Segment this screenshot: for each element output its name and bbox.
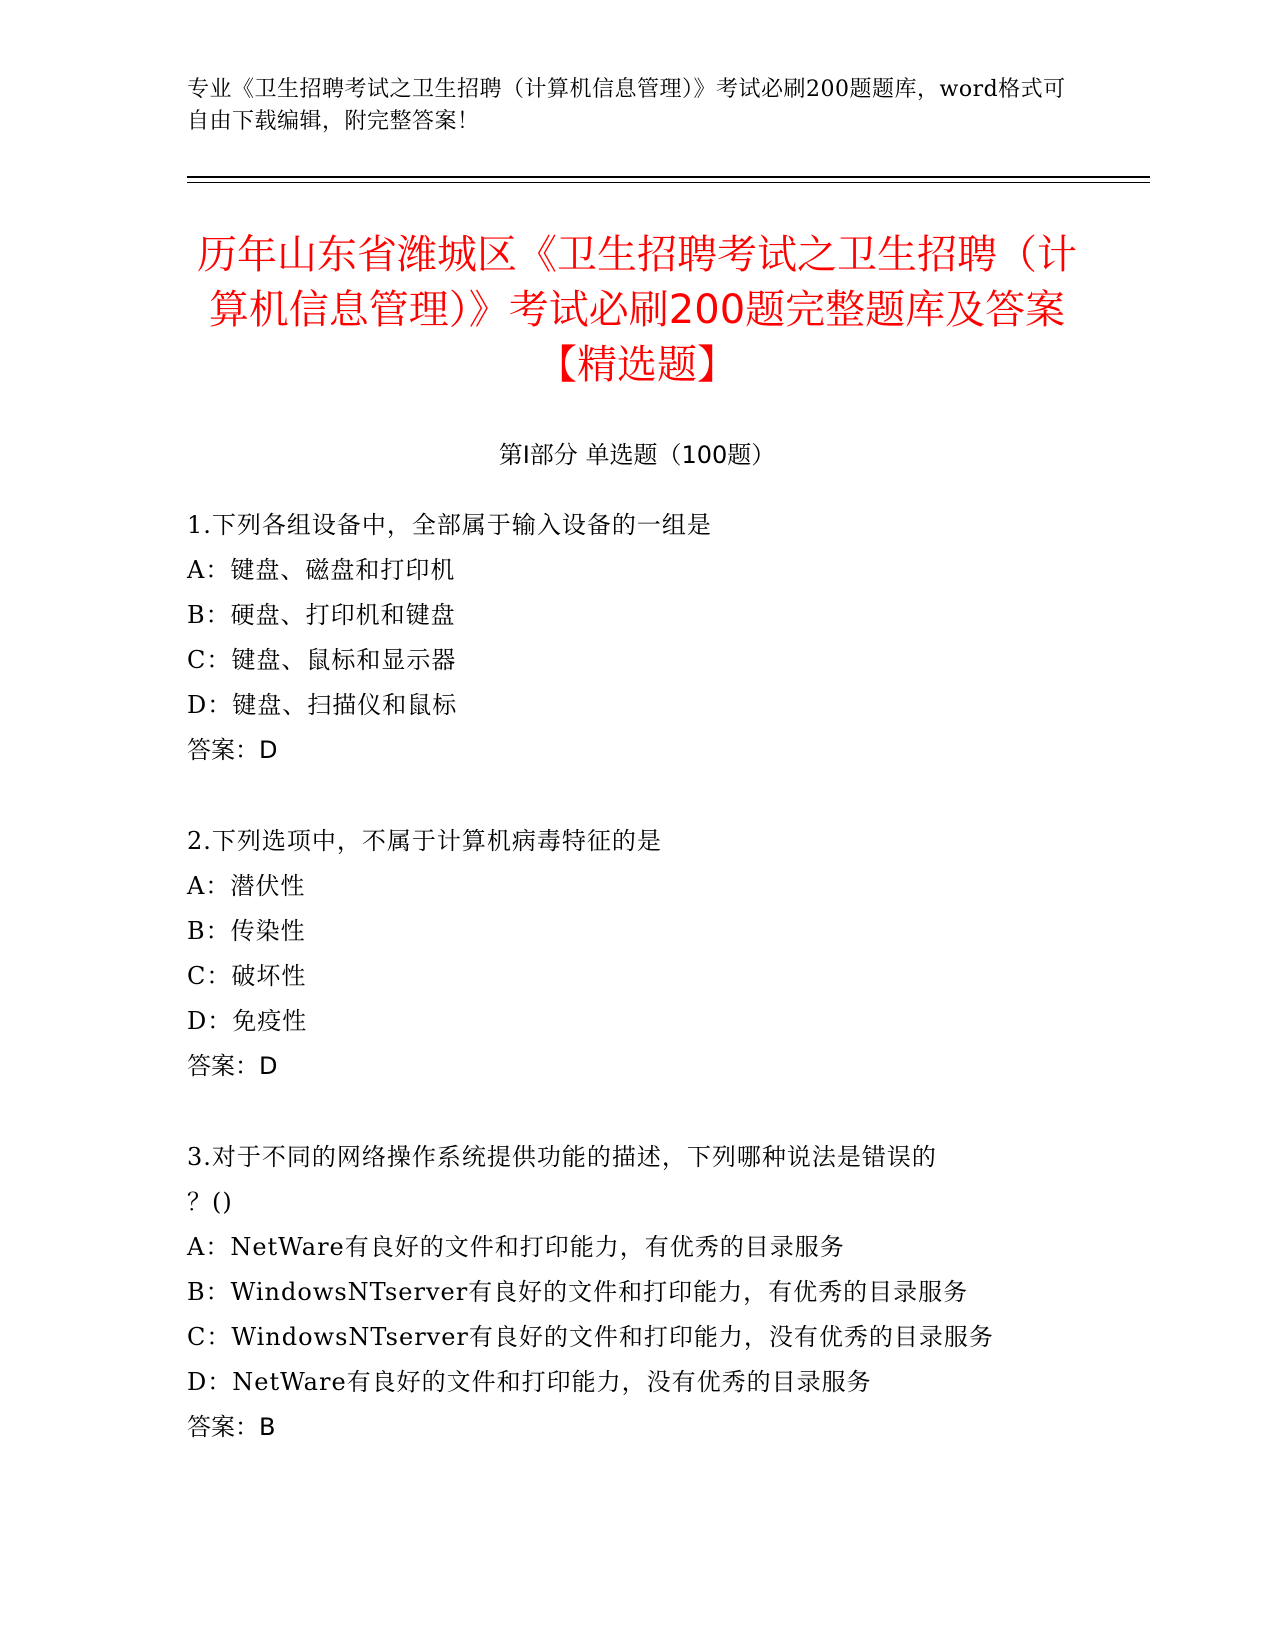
answer: 答案：B [187, 1413, 276, 1441]
option-c: C：键盘、鼠标和显示器 [187, 646, 457, 674]
question-1 [187, 503, 1087, 773]
option-a: A：NetWare有良好的文件和打印能力，有优秀的目录服务 [187, 1233, 845, 1261]
option-d: D：NetWare有良好的文件和打印能力，没有优秀的目录服务 [187, 1368, 872, 1396]
answer: 答案：D [187, 1052, 278, 1080]
question-stem: 1.下列各组设备中，全部属于输入设备的一组是 [187, 511, 712, 539]
question-3 [187, 1135, 1087, 1450]
option-a: A：键盘、磁盘和打印机 [187, 556, 456, 584]
option-b: B：硬盘、打印机和键盘 [187, 601, 456, 629]
option-b: B：传染性 [187, 917, 306, 945]
document-title: 历年山东省潍城区《卫生招聘考试之卫生招聘（计算机信息管理）》考试必刷200题完整题库及答案【精选题】 [197, 232, 1077, 388]
option-c: C：破坏性 [187, 962, 307, 990]
option-c: C：WindowsNTserver有良好的文件和打印能力，没有优秀的目录服务 [187, 1323, 994, 1351]
option-d: D：键盘、扫描仪和鼠标 [187, 691, 458, 719]
section-title: 第I部分 单选题（100题） [498, 441, 776, 469]
question-stem: 3.对于不同的网络操作系统提供功能的描述，下列哪种说法是错误的 [187, 1143, 937, 1171]
header-note: 专业《卫生招聘考试之卫生招聘（计算机信息管理）》考试必刷200题题库，word格式可自由下载编辑，附完整答案！ [187, 77, 1066, 134]
header-divider-thin [187, 182, 1150, 183]
header-divider-thick [187, 176, 1150, 178]
question-stem: 2.下列选项中，不属于计算机病毒特征的是 [187, 827, 662, 855]
option-a: A：潜伏性 [187, 872, 306, 900]
question-stem-continued: ？() [187, 1188, 233, 1216]
question-2 [187, 819, 1087, 1089]
answer: 答案：D [187, 736, 278, 764]
option-b: B：WindowsNTserver有良好的文件和打印能力，有优秀的目录服务 [187, 1278, 969, 1306]
option-d: D：免疫性 [187, 1007, 308, 1035]
